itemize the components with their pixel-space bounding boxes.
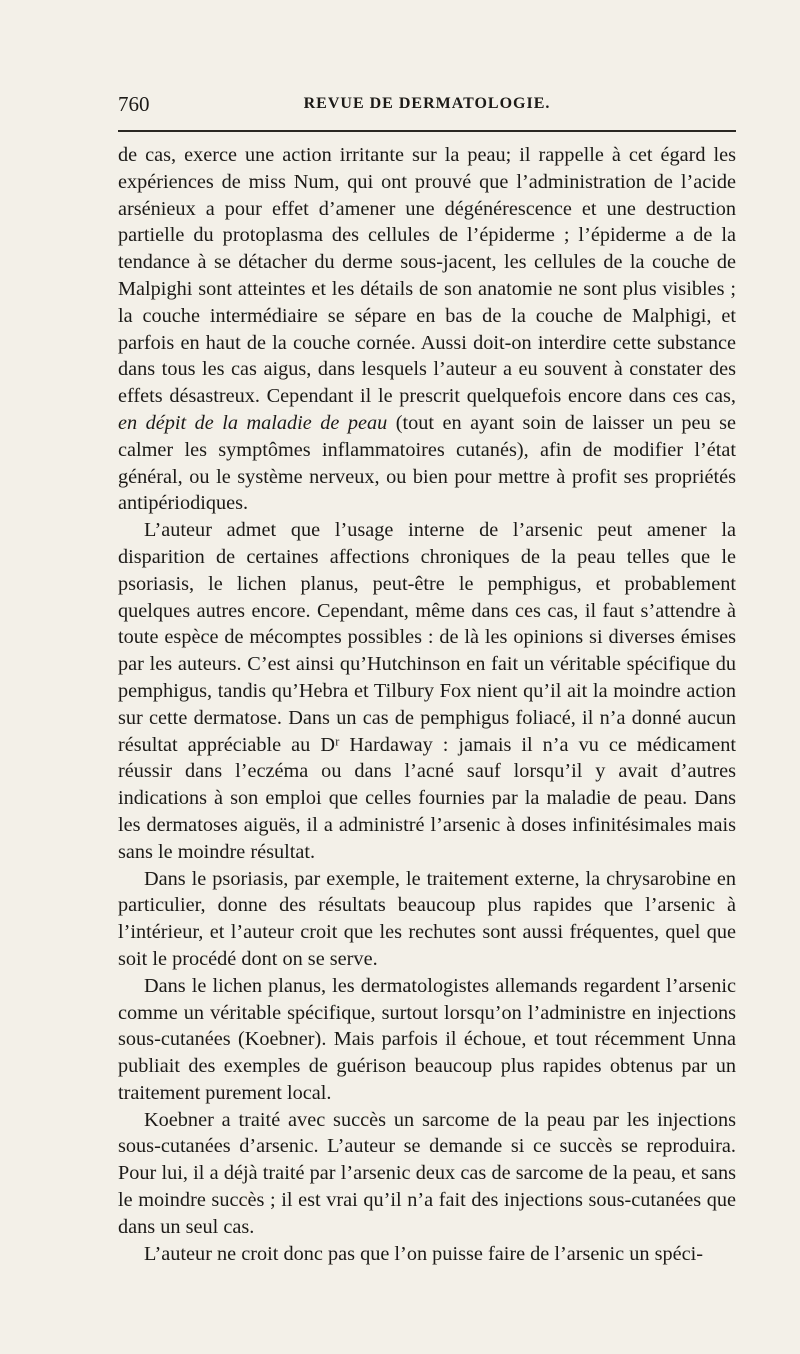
paragraph-6: L’auteur ne croit donc pas que l’on puisse faire de l’arsenic un spéci- xyxy=(144,1242,704,1265)
paragraph-5: Koebner a traité avec succès un sarcome de la peau par les injections sous-cutanées d’arsenic. L’auteur se demande si ce succès se reproduira. Pour lui, il a déjà traité par l’arsenic deux cas de sarcome de la peau, et sans le moindre succès ; il est vrai qu’il n’a fait des injections sous-cutanées que dans un seul cas. xyxy=(118,1108,736,1238)
paragraph-1-italic: en dépit de la maladie de peau xyxy=(118,411,388,434)
page-number: 760 xyxy=(118,92,150,116)
paragraph-3: Dans le psoriasis, par exemple, le traitement externe, la chrysarobine en particulier, donne des résultats beaucoup plus rapides que l’arsenic à l’intérieur, et l’auteur croit que les rechutes sont aussi fréquentes, quel que soit le procédé dont on se serve. xyxy=(118,867,736,970)
header-rule xyxy=(118,130,736,132)
paragraph-1 xyxy=(118,142,736,517)
paragraph-4: Dans le lichen planus, les dermatologistes allemands regardent l’arsenic comme un véritable spécifique, surtout lorsqu’on l’administre en injections sous-cutanées (Koebner). Mais parfois il échoue, et tout récemment Unna publiait des exemples de guérison beaucoup plus rapides obtenus par un traitement purement local. xyxy=(118,974,736,1104)
paragraph-1-text-before: de cas, exerce une action irritante sur la peau; il rappelle à cet égard les expériences de miss Num, qui ont prouvé que l’administration de l’acide arsénieux a pour effet d’amener une dégénérescence et une destruction partielle du protoplasma des cellules de l’épiderme ; l’épiderme a de la tendance à se détacher du derme sous-jacent, les cellules de la couche de Malpighi sont atteintes et les détails de son anatomie ne sont plus visibles ; la couche intermédiaire se sépare en bas de la couche de Malphigi, et parfois en haut de la couche cornée. Aussi doit-on interdire cette substance dans tous les cas aigus, dans lesquels l’auteur a eu souvent à constater des effets désastreux. Cependant il le prescrit quelquefois encore dans ces cas, xyxy=(118,144,736,408)
paragraph-1-text-after: (tout en ayant soin de laisser un peu se calmer les symptômes inflammatoires cutanés), afin de modifier l’état général, ou le système nerveux, ou bien pour mettre à profit ses propriétés antipériodiques. xyxy=(118,411,736,515)
paragraph-2: L’auteur admet que l’usage interne de l’arsenic peut amener la disparition de certaines affections chroniques de la peau telles que le psoriasis, le lichen planus, peut-être le pemphigus, et probablement quelques autres encore. Cependant, même dans ces cas, il faut s’attendre à toute espèce de mécomptes possibles : de là les opinions si diverses émises par les auteurs. C’est ainsi qu’Hutchinson en fait un véritable spécifique du pemphigus, tandis qu’Hebra et Tilbury Fox nient qu’il ait la moindre action sur cette dermatose. Dans un cas de pemphigus foliacé, il n’a donné aucun résultat appréciable au Dʳ Hardaway : jamais il n’a vu ce médicament réussir dans l’eczéma ou dans l’acné sauf lorsqu’il y avait d’autres indications à son emploi que celles fournies par la maladie de peau. Dans les dermatoses aiguës, il a administré l’arsenic à doses infinitésimales mais sans le moindre résultat. xyxy=(118,519,736,863)
body-text xyxy=(118,142,736,1267)
running-title: REVUE DE DERMATOLOGIE. xyxy=(303,95,551,112)
page-header xyxy=(118,92,736,122)
